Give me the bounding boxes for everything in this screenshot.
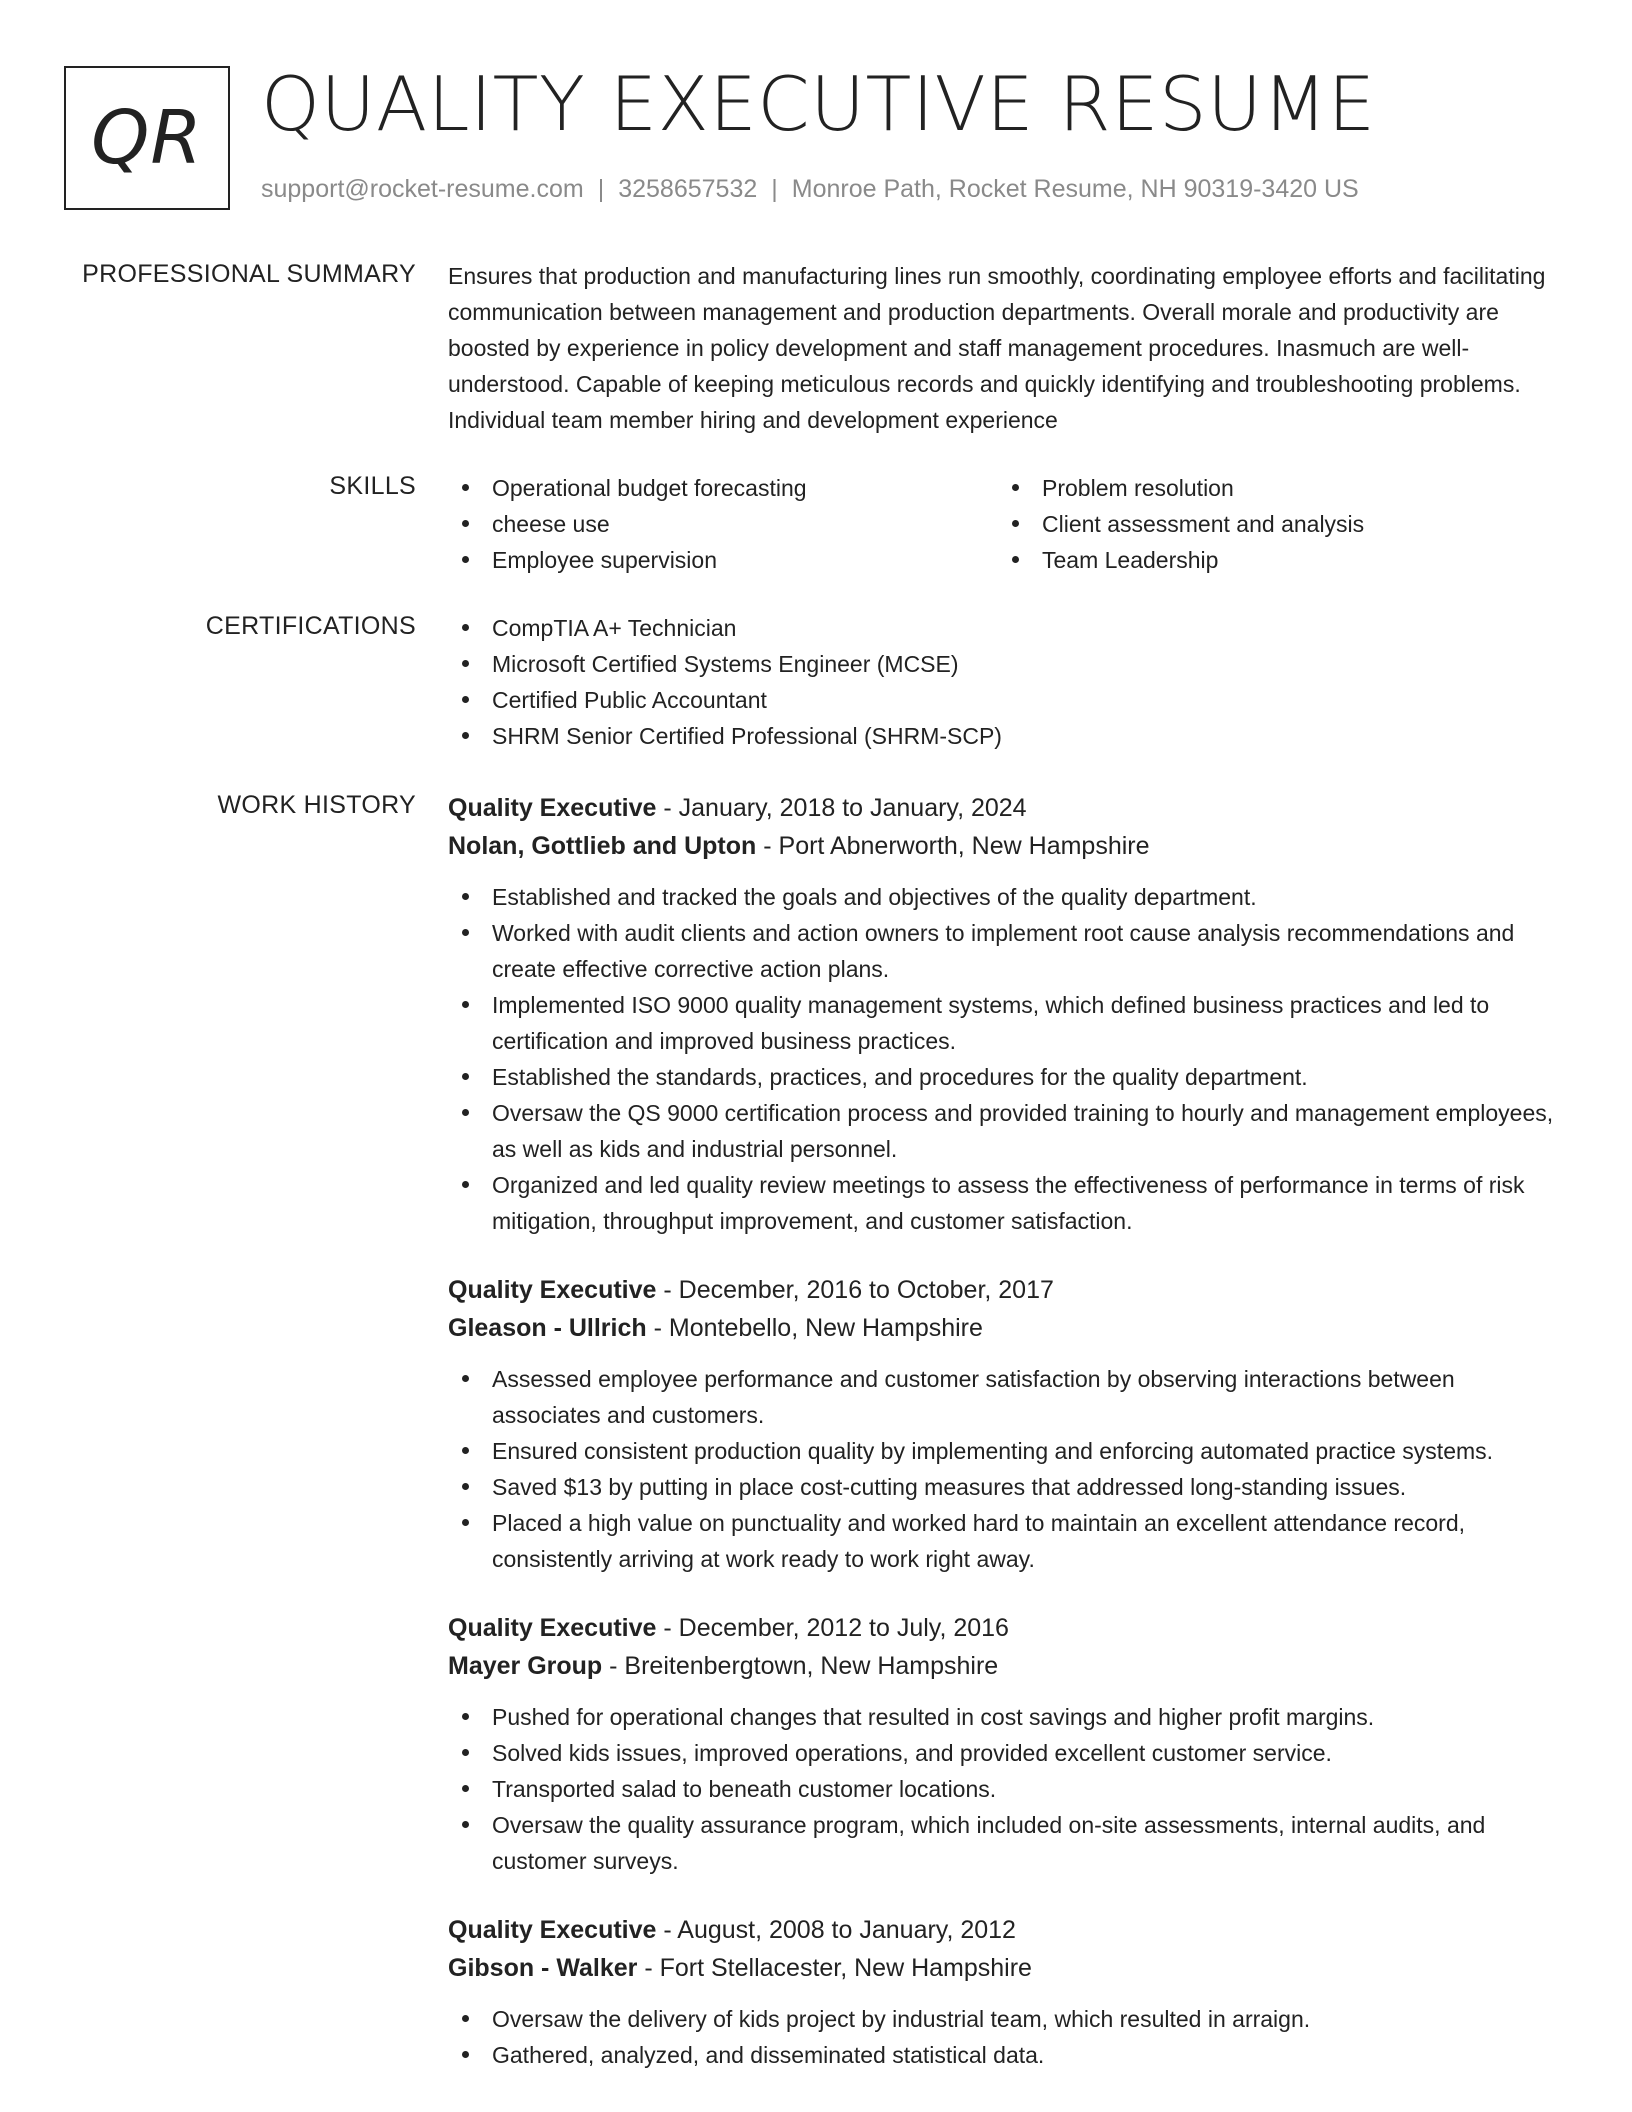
job-location: - Port Abnerworth, New Hampshire (756, 832, 1150, 860)
job-title: Quality Executive (448, 1614, 657, 1642)
job-entry (448, 1609, 1568, 1879)
skills-list-right (998, 470, 1548, 578)
job-location: - Breitenbergtown, New Hampshire (602, 1652, 999, 1680)
job-title: Quality Executive (448, 1916, 657, 1944)
contact-separator: | (771, 175, 778, 203)
section-label-summary: PROFESSIONAL SUMMARY (82, 260, 416, 288)
job-title: Quality Executive (448, 1276, 657, 1304)
job-company-line (448, 827, 1568, 865)
contact-email[interactable]: support@rocket-resume.com (261, 175, 584, 203)
job-entry (448, 1271, 1568, 1577)
job-company: Gleason - Ullrich (448, 1314, 647, 1342)
job-dates: - August, 2008 to January, 2012 (656, 1916, 1016, 1944)
job-bullet: Gathered, analyzed, and disseminated statistical data. (448, 2037, 1568, 2073)
job-title-line (448, 1609, 1568, 1647)
job-title-line (448, 1271, 1568, 1309)
job-bullet: Assessed employee performance and customer satisfaction by observing interactions between associates and customers. (448, 1361, 1568, 1433)
resume-header (64, 60, 1564, 210)
skill-item: cheese use (448, 506, 998, 542)
job-bullets (448, 879, 1568, 1239)
job-bullets (448, 1361, 1568, 1577)
certification-item: Certified Public Accountant (448, 682, 1568, 718)
job-bullet: Oversaw the delivery of kids project by industrial team, which resulted in arraign. (448, 2001, 1568, 2037)
skill-item: Client assessment and analysis (998, 506, 1548, 542)
certifications-list (448, 610, 1568, 754)
job-bullet: Placed a high value on punctuality and worked hard to maintain an excellent attendance record, consistently arriving at work ready to work right away. (448, 1505, 1568, 1577)
job-bullet: Established and tracked the goals and objectives of the quality department. (448, 879, 1568, 915)
summary-text: Ensures that production and manufacturing lines run smoothly, coordinating employee efforts and facilitating communication between management and production departments. Overall morale and productivity are boosted by experience in policy development and staff management procedures. Inasmuch are well-understood. Capable of keeping meticulous records and quickly identifying and troubleshooting problems. Individual team member hiring and development experience (448, 263, 1546, 433)
job-dates: - January, 2018 to January, 2024 (656, 794, 1027, 822)
skills-list-left (448, 470, 998, 578)
job-entry (448, 789, 1568, 1239)
job-bullet: Implemented ISO 9000 quality management systems, which defined business practices and led to certification and improved business practices. (448, 987, 1568, 1059)
job-company: Gibson - Walker (448, 1954, 638, 1982)
certification-item: Microsoft Certified Systems Engineer (MCSE) (448, 646, 1568, 682)
skill-item: Operational budget forecasting (448, 470, 998, 506)
job-title: Quality Executive (448, 794, 657, 822)
section-label-skills: SKILLS (329, 472, 416, 500)
certifications-body (448, 610, 1568, 754)
job-bullet: Transported salad to beneath customer locations. (448, 1771, 1568, 1807)
job-company-line (448, 1647, 1568, 1685)
job-bullet: Pushed for operational changes that resulted in cost savings and higher profit margins. (448, 1699, 1568, 1735)
contact-phone[interactable]: 3258657532 (618, 175, 758, 203)
certification-item: SHRM Senior Certified Professional (SHRM-SCP) (448, 718, 1568, 754)
job-bullets (448, 1699, 1568, 1879)
contact-address: Monroe Path, Rocket Resume, NH 90319-3420 US (791, 175, 1359, 203)
job-company: Mayer Group (448, 1652, 603, 1680)
contact-separator: | (597, 175, 605, 203)
job-bullet: Ensured consistent production quality by implementing and enforcing automated practice systems. (448, 1433, 1568, 1469)
monogram-badge: QR (64, 66, 230, 210)
skill-item: Team Leadership (998, 542, 1548, 578)
work-history-body (448, 789, 1568, 2105)
job-bullet: Worked with audit clients and action owners to implement root cause analysis recommendations and create effective corrective action plans. (448, 915, 1568, 987)
job-company-line (448, 1309, 1568, 1347)
skill-item: Problem resolution (998, 470, 1548, 506)
job-location: - Montebello, New Hampshire (646, 1314, 983, 1342)
job-bullets (448, 2001, 1568, 2073)
job-company: Nolan, Gottlieb and Upton (448, 832, 757, 860)
job-dates: - December, 2016 to October, 2017 (656, 1276, 1054, 1304)
section-label-work-history: WORK HISTORY (217, 791, 416, 819)
job-bullet: Oversaw the quality assurance program, which included on-site assessments, internal audits, and customer surveys. (448, 1807, 1568, 1879)
job-entry (448, 1911, 1568, 2073)
job-title-line (448, 789, 1568, 827)
job-title-line (448, 1911, 1568, 1949)
job-dates: - December, 2012 to July, 2016 (656, 1614, 1009, 1642)
skill-item: Employee supervision (448, 542, 998, 578)
certification-item: CompTIA A+ Technician (448, 610, 1568, 646)
job-bullet: Established the standards, practices, and procedures for the quality department. (448, 1059, 1568, 1095)
contact-line (261, 175, 1359, 204)
job-bullet: Solved kids issues, improved operations, and provided excellent customer service. (448, 1735, 1568, 1771)
section-label-certifications: CERTIFICATIONS (205, 612, 416, 640)
job-bullet: Saved $13 by putting in place cost-cutting measures that addressed long-standing issues. (448, 1469, 1568, 1505)
skills-columns (448, 470, 1568, 578)
job-company-line (448, 1949, 1568, 1987)
job-location: - Fort Stellacester, New Hampshire (637, 1954, 1032, 1982)
resume-title: QUALITY EXECUTIVE RESUME (261, 60, 1376, 148)
job-bullet: Organized and led quality review meetings to assess the effectiveness of performance in terms of risk mitigation, throughput improvement, and customer satisfaction. (448, 1167, 1568, 1239)
job-bullet: Oversaw the QS 9000 certification process and provided training to hourly and management employees, as well as kids and industrial personnel. (448, 1095, 1568, 1167)
